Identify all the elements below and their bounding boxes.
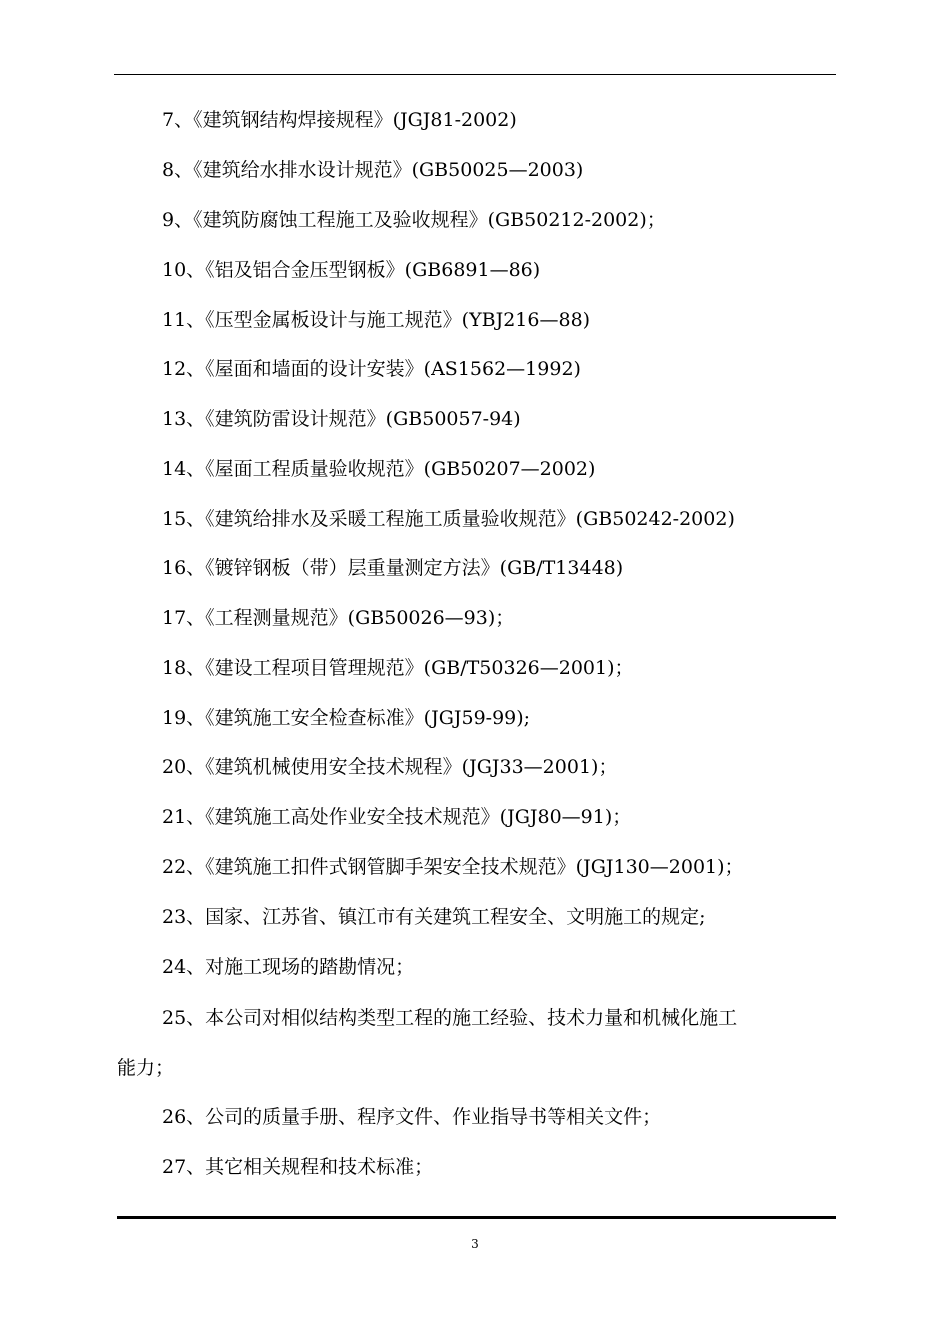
list-item: 18、《建设工程项目管理规范》(GB/T50326—2001)； — [162, 657, 634, 679]
list-item: 25、本公司对相似结构类型工程的施工经验、技术力量和机械化施工 — [162, 1007, 738, 1029]
list-item: 13、《建筑防雷设计规范》(GB50057-94) — [162, 408, 521, 430]
list-item: 12、《屋面和墙面的设计安装》(AS1562—1992) — [162, 358, 581, 380]
list-item: 23、国家、江苏省、镇江市有关建筑工程安全、文明施工的规定; — [162, 906, 706, 928]
list-item: 11、《压型金属板设计与施工规范》(YBJ216—88) — [162, 309, 591, 331]
list-item: 20、《建筑机械使用安全技术规程》(JGJ33—2001)； — [162, 756, 618, 778]
list-item: 9、《建筑防腐蚀工程施工及验收规程》(GB50212-2002)； — [162, 209, 666, 231]
list-item: 15、《建筑给排水及采暖工程施工质量验收规范》(GB50242-2002) — [162, 508, 735, 530]
list-item: 26、公司的质量手册、程序文件、作业指导书等相关文件； — [162, 1106, 662, 1128]
list-item: 8、《建筑给水排水设计规范》(GB50025—2003) — [162, 159, 584, 181]
list-item: 27、其它相关规程和技术标准； — [162, 1156, 434, 1178]
list-item: 7、《建筑钢结构焊接规程》(JGJ81-2002) — [162, 109, 517, 131]
list-item-continuation: 能力； — [117, 1057, 175, 1079]
list-item: 19、《建筑施工安全检查标准》(JGJ59-99); — [162, 707, 531, 729]
page-number: 3 — [471, 1237, 479, 1251]
list-item: 22、《建筑施工扣件式钢管脚手架安全技术规范》(JGJ130—2001)； — [162, 856, 744, 878]
list-item: 21、《建筑施工高处作业安全技术规范》(JGJ80—91)； — [162, 806, 632, 828]
list-item: 14、《屋面工程质量验收规范》(GB50207—2002) — [162, 458, 596, 480]
list-item: 17、《工程测量规范》(GB50026—93)； — [162, 607, 515, 629]
list-item: 10、《铝及铝合金压型钢板》(GB6891—86) — [162, 259, 541, 281]
list-item: 16、《镀锌钢板（带）层重量测定方法》(GB/T13448) — [162, 557, 624, 579]
footer-rule — [117, 1216, 836, 1219]
list-item: 24、对施工现场的踏勘情况； — [162, 956, 415, 978]
header-rule — [114, 74, 836, 75]
